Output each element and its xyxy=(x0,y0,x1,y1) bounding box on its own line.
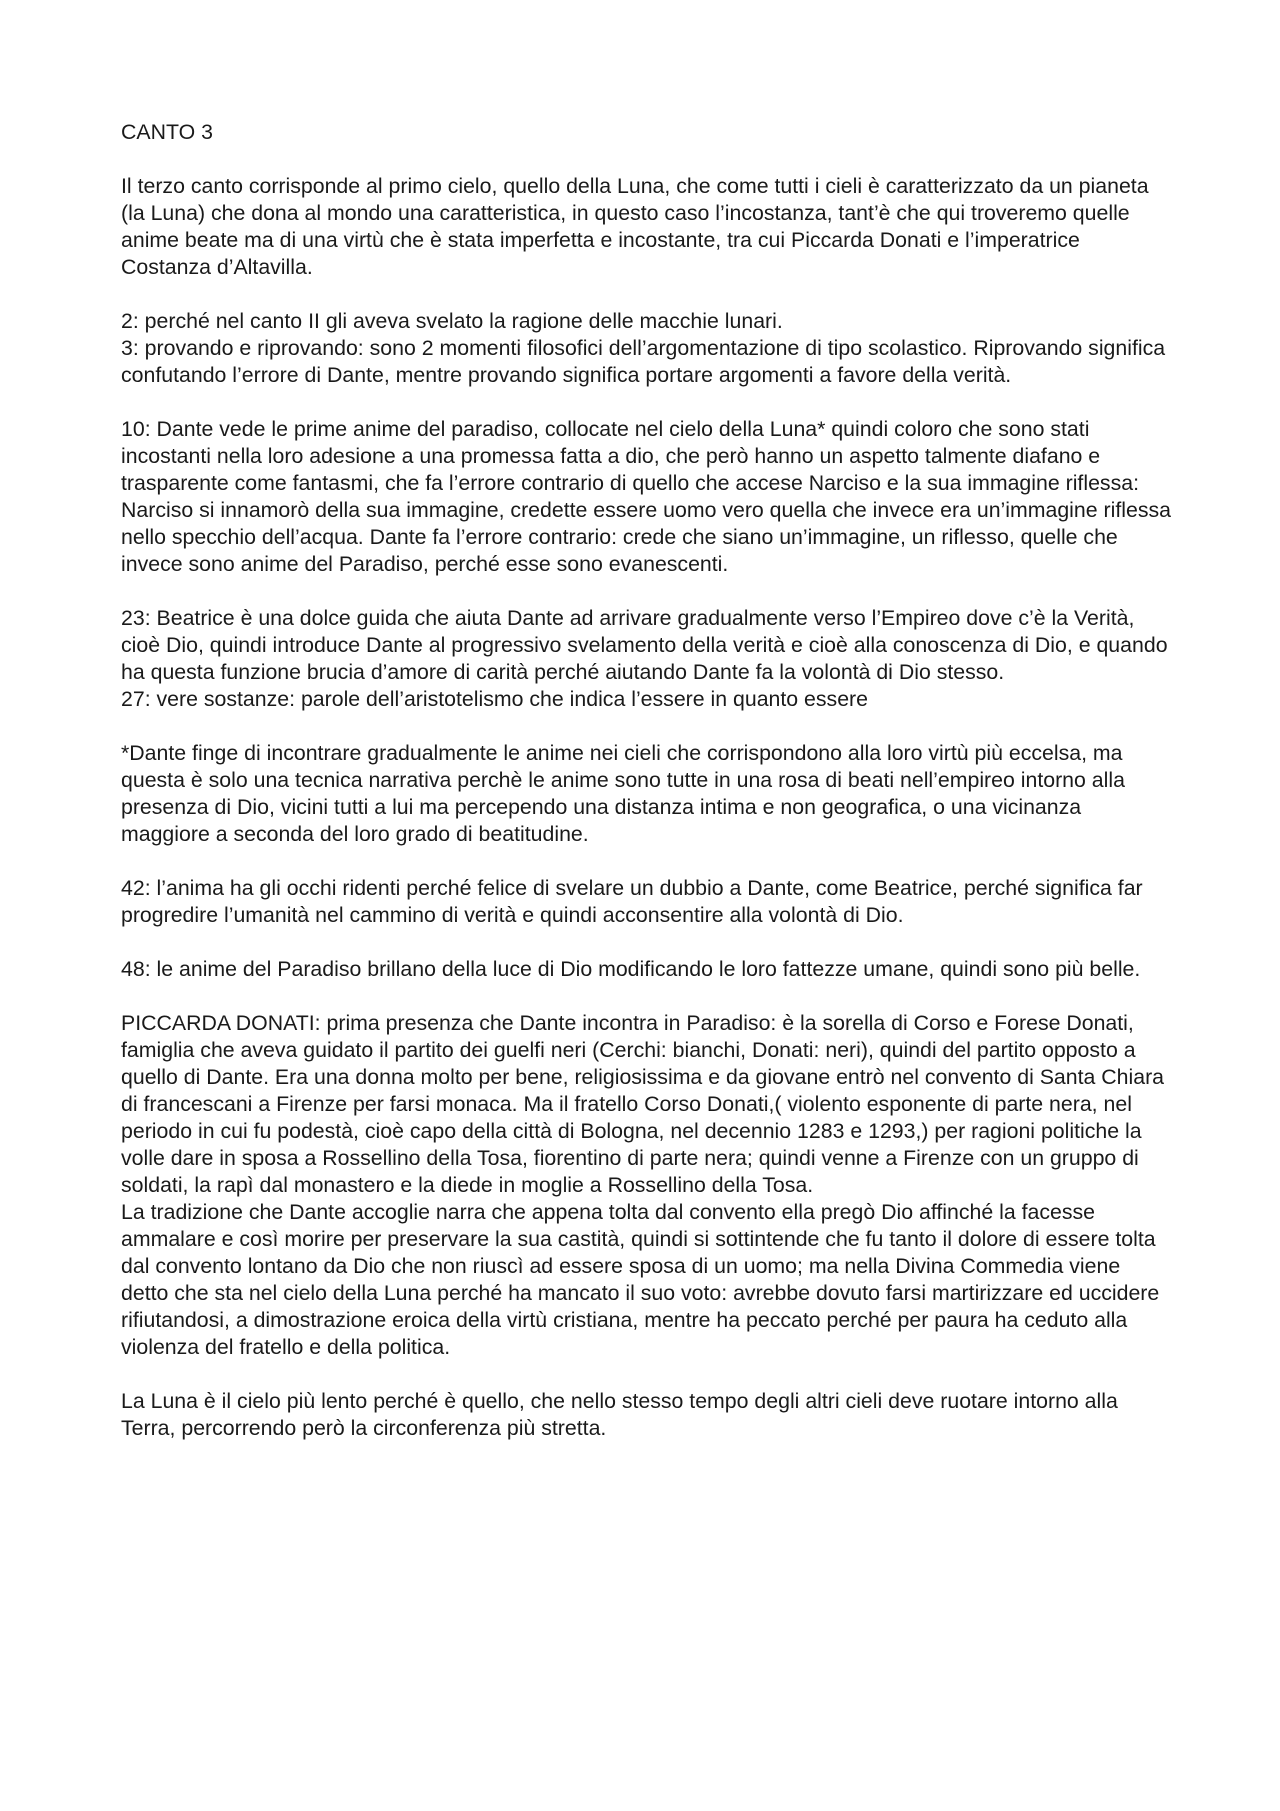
note-verse-48: 48: le anime del Paradiso brillano della luce di Dio modificando le loro fattezze umane, quindi sono più belle. xyxy=(121,957,1141,981)
paragraph-spacer xyxy=(121,578,1171,605)
paragraph-spacer xyxy=(121,389,1171,416)
note-verse-3: 3: provando e riprovando: sono 2 momenti filosofici dell’argomentazione di tipo scolastico. Riprovando significa confutando l’errore di Dante, mentre provando significa portare argomenti a favore della verità. xyxy=(121,336,1166,387)
note-verse-27: 27: vere sostanze: parole dell’aristotelismo che indica l’essere in quanto essere xyxy=(121,687,868,711)
paragraph-spacer xyxy=(121,146,1171,173)
document-title: CANTO 3 xyxy=(121,120,213,144)
paragraph-luna: La Luna è il cielo più lento perché è quello, che nello stesso tempo degli altri cieli deve ruotare intorno alla Terra, percorrendo però la circonferenza più stretta. xyxy=(121,1389,1118,1440)
paragraph-spacer xyxy=(121,281,1171,308)
footnote-asterisk: *Dante finge di incontrare gradualmente le anime nei cieli che corrispondono alla loro virtù più eccelsa, ma questa è solo una tecnica narrativa perchè le anime sono tutte in una rosa di beati nell’empireo intorno alla presenza di Dio, vicini tutti a lui ma percependo una distanza intima e non geografica, o una vicinanza maggiore a seconda del loro grado di beatitudine. xyxy=(121,741,1125,846)
paragraph-piccarda: PICCARDA DONATI: prima presenza che Dante incontra in Paradiso: è la sorella di Corso e Forese Donati, famiglia che aveva guidato il partito dei guelfi neri (Cerchi: bianchi, Donati: neri), quindi del partito opposto a quello di Dante. Era una donna molto per bene, religiosissima e da giovane entrò nel convento di Santa Chiara di francescani a Firenze per farsi monaca. Ma il fratello Corso Donati,( violento esponente di parte nera, nel periodo in cui fu podestà, cioè capo della città di Bologna, nel decennio 1283 e 1293,) per ragioni politiche la volle dare in sposa a Rossellino della Tosa, fiorentino di parte nera; quindi venne a Firenze con un gruppo di soldati, la rapì dal monastero e la diede in moglie a Rossellino della Tosa. xyxy=(121,1011,1165,1197)
note-verse-42: 42: l’anima ha gli occhi ridenti perché felice di svelare un dubbio a Dante, come Beatrice, perché significa far progredire l’umanità nel cammino di verità e quindi acconsentire alla volontà di Dio. xyxy=(121,876,1143,927)
note-verse-2: 2: perché nel canto II gli aveva svelato la ragione delle macchie lunari. xyxy=(121,309,783,333)
paragraph-spacer xyxy=(121,1361,1171,1388)
paragraph-spacer xyxy=(121,713,1171,740)
paragraph-intro: Il terzo canto corrisponde al primo cielo, quello della Luna, che come tutti i cieli è caratterizzato da un pianeta (la Luna) che dona al mondo una caratteristica, in questo caso l’incostanza, tant’è che qui troveremo quelle anime beate ma di una virtù che è stata imperfetta e incostante, tra cui Piccarda Donati e l’imperatrice Costanza d’Altavilla. xyxy=(121,174,1149,279)
note-verse-23: 23: Beatrice è una dolce guida che aiuta Dante ad arrivare gradualmente verso l’Empireo dove c’è la Verità, cioè Dio, quindi introduce Dante al progressivo svelamento della verità e cioè alla conoscenza di Dio, e quando ha questa funzione brucia d’amore di carità perché aiutando Dante fa la volontà di Dio stesso. xyxy=(121,606,1168,684)
paragraph-spacer xyxy=(121,848,1171,875)
paragraph-tradizione: La tradizione che Dante accoglie narra che appena tolta dal convento ella pregò Dio affinché la facesse ammalare e così morire per preservare la sua castità, quindi si sottintende che fu tanto il dolore di essere tolta dal convento lontano da Dio che non riuscì ad essere sposa di un uomo; ma nella Divina Commedia viene detto che sta nel cielo della Luna perché ha mancato il suo voto: avrebbe dovuto farsi martirizzare ed uccidere rifiutandosi, a dimostrazione eroica della virtù cristiana, mentre ha peccato perché per paura ha ceduto alla violenza del fratello e della politica. xyxy=(121,1200,1160,1359)
document-body xyxy=(121,119,1171,1442)
paragraph-spacer xyxy=(121,929,1171,956)
note-verse-10: 10: Dante vede le prime anime del paradiso, collocate nel cielo della Luna* quindi coloro che sono stati incostanti nella loro adesione a una promessa fatta a dio, che però hanno un aspetto talmente diafano e trasparente come fantasmi, che fa l’errore contrario di quello che accese Narciso e la sua immagine riflessa: Narciso si innamorò della sua immagine, credette essere uomo vero quella che invece era un’immagine riflessa nello specchio dell’acqua. Dante fa l’errore contrario: crede che siano un’immagine, un riflesso, quelle che invece sono anime del Paradiso, perché esse sono evanescenti. xyxy=(121,417,1171,576)
paragraph-spacer xyxy=(121,983,1171,1010)
